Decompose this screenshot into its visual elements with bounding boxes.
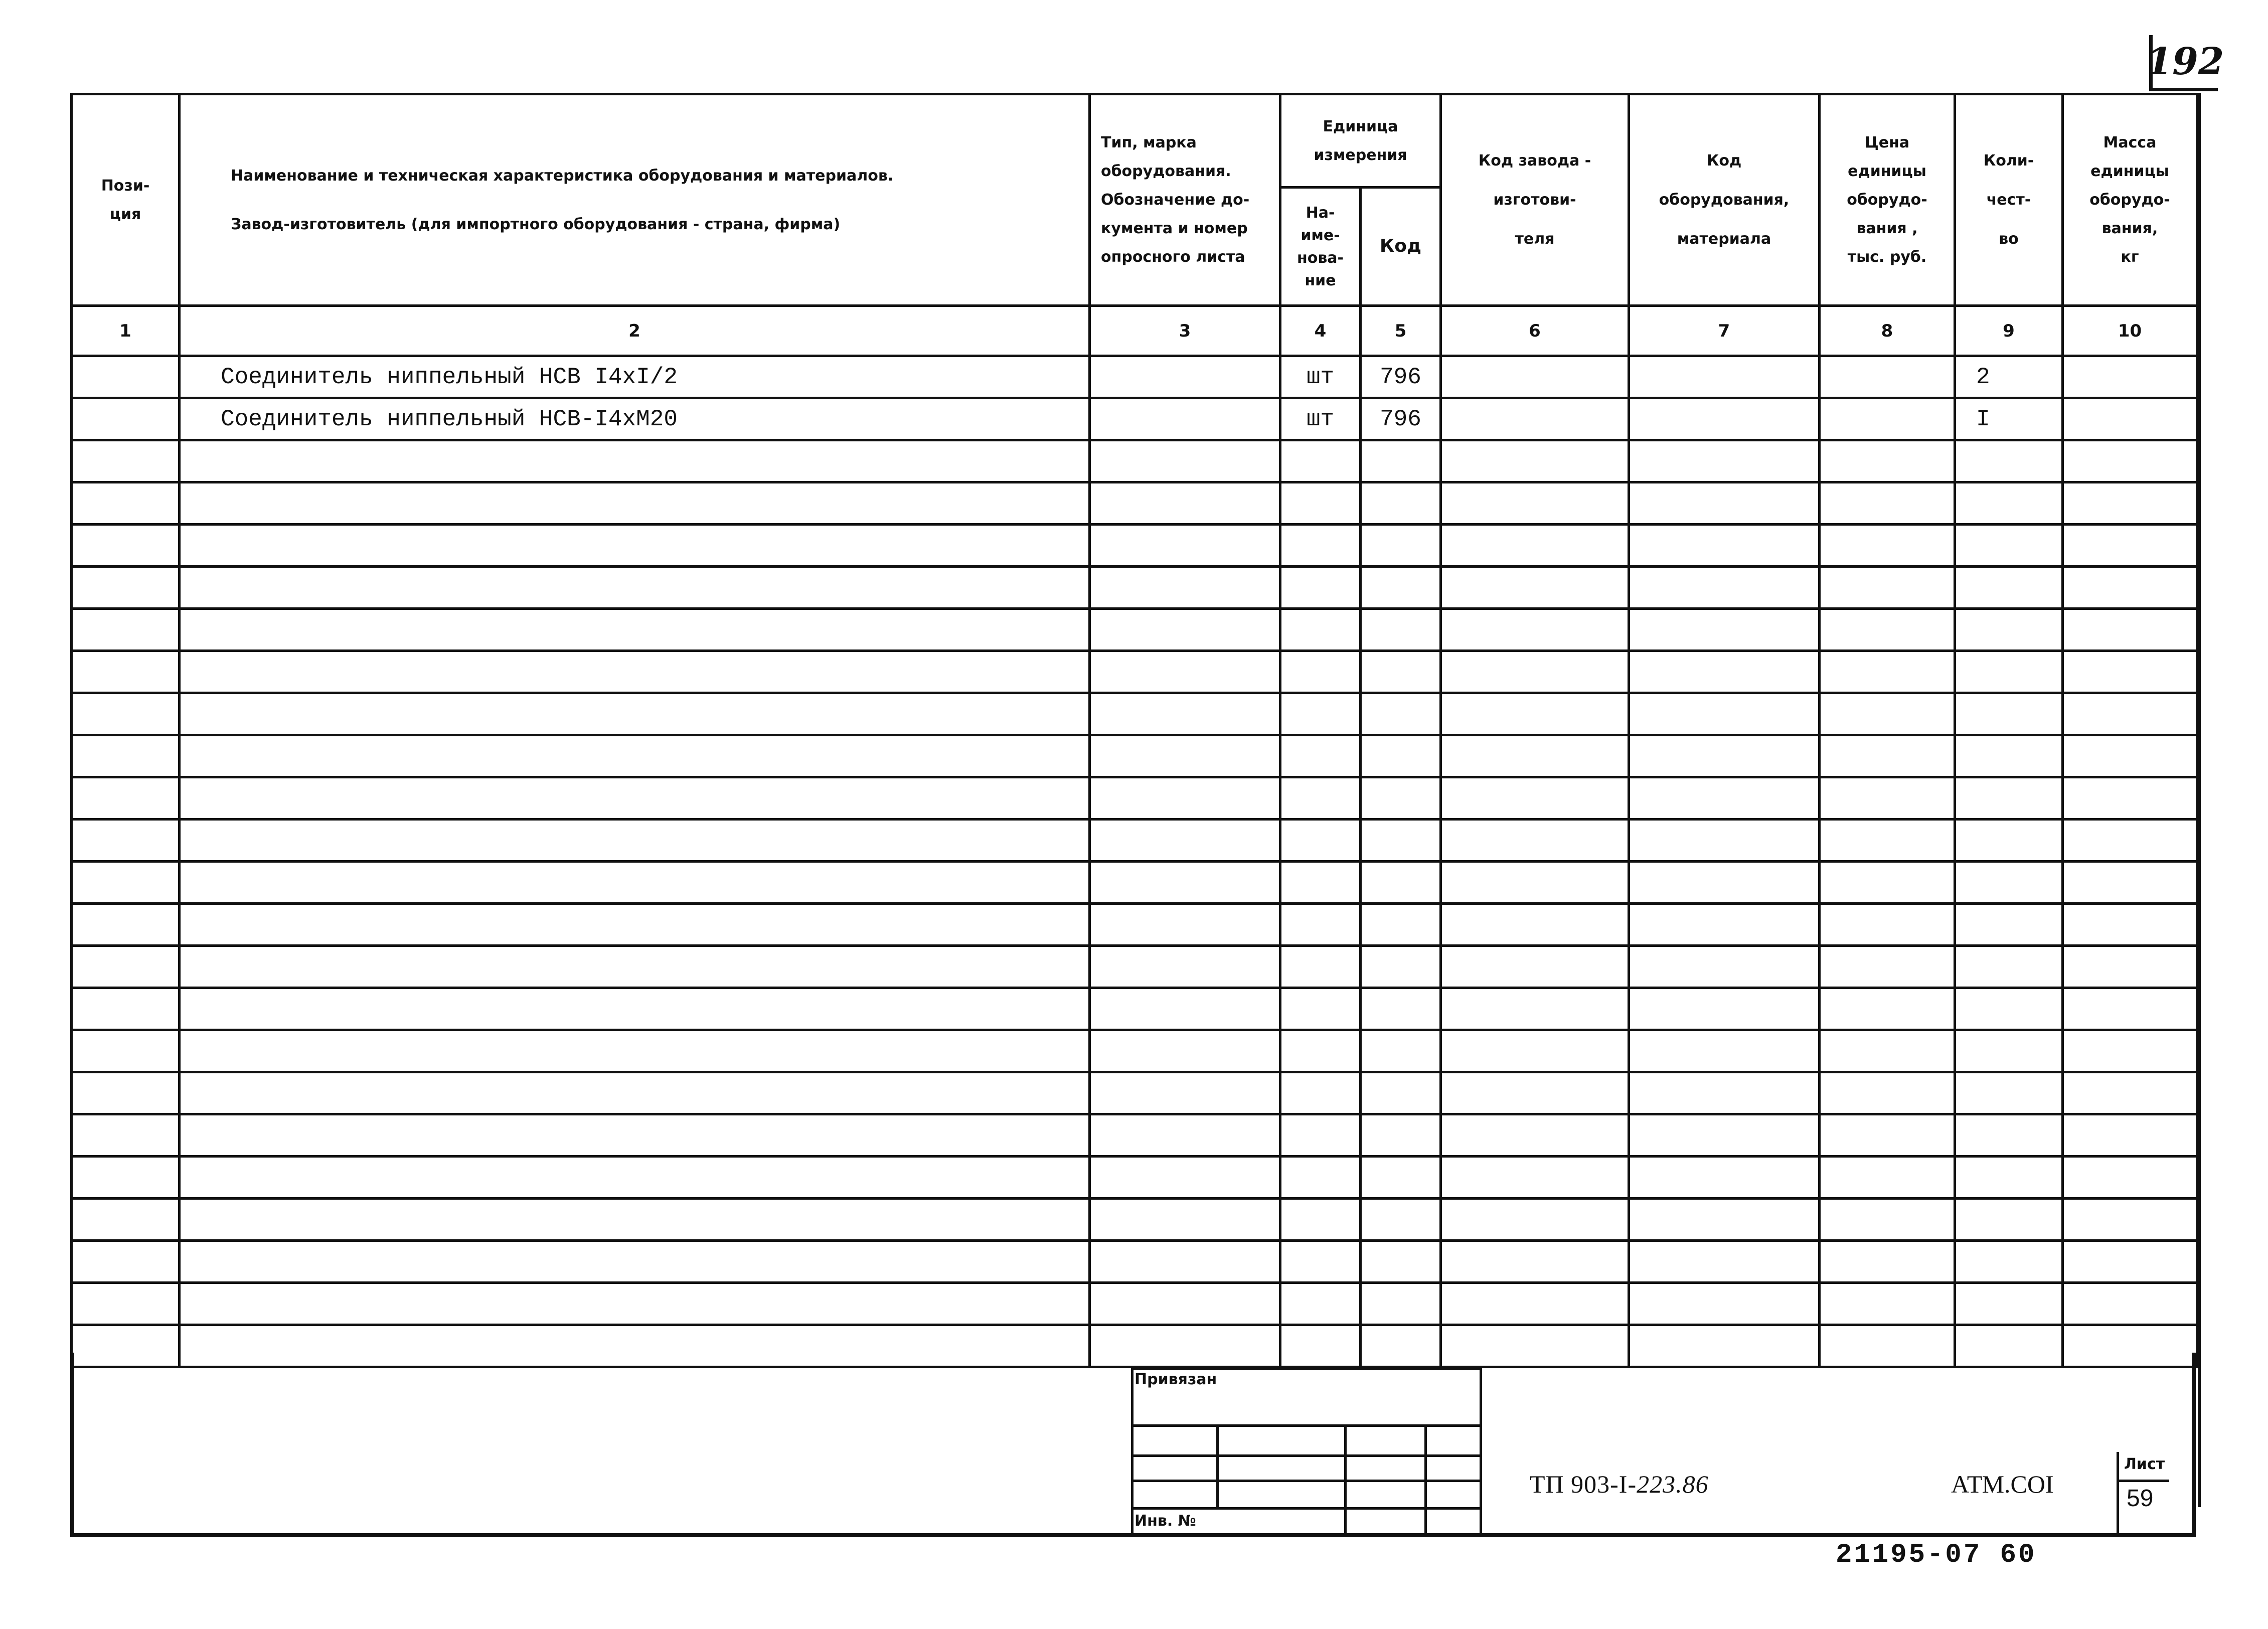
- tie-grid-line: [1131, 1507, 1482, 1510]
- cell-unit-code: [1361, 567, 1441, 609]
- cell-unit: [1280, 735, 1361, 777]
- cell-name: [180, 1283, 1090, 1325]
- cell-unit: шт: [1280, 356, 1361, 398]
- cell-position: [72, 904, 180, 946]
- cell-type: [1090, 735, 1280, 777]
- cell-plant-code: [1441, 567, 1629, 609]
- cell-type: [1090, 777, 1280, 820]
- column-number: 4: [1280, 306, 1361, 356]
- tie-grid-line: [1344, 1424, 1347, 1537]
- cell-unit-code: [1361, 525, 1441, 567]
- document-code: [1530, 1470, 1709, 1499]
- cell-name: [180, 482, 1090, 525]
- cell-unit: [1280, 693, 1361, 735]
- cell-unit: [1280, 525, 1361, 567]
- cell-plant-code: [1441, 1072, 1629, 1114]
- cell-name: [180, 862, 1090, 904]
- cell-unit-code: [1361, 904, 1441, 946]
- cell-position: [72, 946, 180, 988]
- cell-price: [1820, 1157, 1955, 1199]
- cell-plant-code: [1441, 651, 1629, 693]
- cell-plant-code: [1441, 356, 1629, 398]
- cell-unit: [1280, 820, 1361, 862]
- cell-quantity: [1955, 1114, 2063, 1157]
- cell-mass: [2063, 651, 2197, 693]
- header-price: Цена единицы оборудо- вания , тыс. руб.: [1820, 94, 1955, 306]
- cell-position: [72, 777, 180, 820]
- document-code-lead: ТП 903-I-: [1530, 1470, 1637, 1498]
- header-name-line2: Завод-изготовитель (для импортного оборудования - страна, фирма): [231, 215, 841, 233]
- empty-table-row: [72, 651, 2197, 693]
- cell-unit-code: [1361, 946, 1441, 988]
- cell-price: [1820, 735, 1955, 777]
- cell-type: [1090, 1114, 1280, 1157]
- cell-name: [180, 1199, 1090, 1241]
- cell-plant-code: [1441, 525, 1629, 567]
- cell-quantity: I: [1955, 398, 2063, 440]
- cell-unit: [1280, 988, 1361, 1030]
- cell-name: [180, 735, 1090, 777]
- cell-unit-code: [1361, 1114, 1441, 1157]
- cell-name: Соединитель ниппельный НСВ I4xI/2: [180, 356, 1090, 398]
- empty-table-row: [72, 946, 2197, 988]
- cell-position: [72, 567, 180, 609]
- cell-equip-code: [1629, 1030, 1820, 1072]
- cell-unit: [1280, 1072, 1361, 1114]
- cell-mass: [2063, 1030, 2197, 1072]
- cell-plant-code: [1441, 1030, 1629, 1072]
- empty-table-row: [72, 820, 2197, 862]
- empty-table-row: [72, 1199, 2197, 1241]
- header-unit-code: Код: [1361, 188, 1441, 306]
- cell-unit-code: 796: [1361, 356, 1441, 398]
- cell-mass: [2063, 862, 2197, 904]
- cell-mass: [2063, 820, 2197, 862]
- cell-unit: [1280, 1283, 1361, 1325]
- cell-type: [1090, 398, 1280, 440]
- cell-unit: [1280, 862, 1361, 904]
- cell-name: [180, 1030, 1090, 1072]
- cell-price: [1820, 1283, 1955, 1325]
- document-mark: АТМ.COI: [1951, 1470, 2054, 1498]
- tie-grid-line: [1424, 1424, 1427, 1537]
- cell-equip-code: [1629, 988, 1820, 1030]
- cell-plant-code: [1441, 946, 1629, 988]
- cell-position: [72, 525, 180, 567]
- cell-plant-code: [1441, 820, 1629, 862]
- cell-equip-code: [1629, 609, 1820, 651]
- cell-type: [1090, 525, 1280, 567]
- empty-table-row: [72, 1030, 2197, 1072]
- cell-unit-code: [1361, 988, 1441, 1030]
- cell-mass: [2063, 440, 2197, 482]
- cell-position: [72, 988, 180, 1030]
- cell-equip-code: [1629, 1114, 1820, 1157]
- cell-equip-code: [1629, 440, 1820, 482]
- empty-table-row: [72, 567, 2197, 609]
- empty-table-row: [72, 1072, 2197, 1114]
- cell-name: [180, 525, 1090, 567]
- header-name-line1: Наименование и техническая характеристика оборудования и материалов.: [231, 167, 894, 185]
- sheet-number: 59: [2127, 1485, 2154, 1512]
- column-number: 5: [1361, 306, 1441, 356]
- header-unit-name: На- име- нова- ние: [1280, 188, 1361, 306]
- cell-unit-code: [1361, 651, 1441, 693]
- cell-position: [72, 693, 180, 735]
- cell-plant-code: [1441, 1114, 1629, 1157]
- cell-position: [72, 1199, 180, 1241]
- column-number: 6: [1441, 306, 1629, 356]
- cell-price: [1820, 482, 1955, 525]
- cell-unit-code: [1361, 440, 1441, 482]
- column-number: 2: [180, 306, 1090, 356]
- page-number: 192: [2149, 35, 2218, 91]
- cell-mass: [2063, 693, 2197, 735]
- cell-name: [180, 1072, 1090, 1114]
- tie-grid-line: [1216, 1424, 1219, 1507]
- cell-mass: [2063, 735, 2197, 777]
- cell-equip-code: [1629, 398, 1820, 440]
- cell-unit-code: [1361, 1072, 1441, 1114]
- cell-equip-code: [1629, 1199, 1820, 1241]
- cell-price: [1820, 398, 1955, 440]
- cell-equip-code: [1629, 1283, 1820, 1325]
- cell-mass: [2063, 525, 2197, 567]
- cell-mass: [2063, 567, 2197, 609]
- cell-plant-code: [1441, 904, 1629, 946]
- cell-unit: шт: [1280, 398, 1361, 440]
- cell-quantity: [1955, 904, 2063, 946]
- header-quantity: Коли- чест- во: [1955, 94, 2063, 306]
- cell-equip-code: [1629, 567, 1820, 609]
- cell-mass: [2063, 904, 2197, 946]
- cell-price: [1820, 609, 1955, 651]
- cell-quantity: [1955, 1072, 2063, 1114]
- column-number: 7: [1629, 306, 1820, 356]
- cell-position: [72, 862, 180, 904]
- cell-quantity: [1955, 988, 2063, 1030]
- cell-unit-code: [1361, 862, 1441, 904]
- cell-quantity: [1955, 1030, 2063, 1072]
- column-number: 3: [1090, 306, 1280, 356]
- cell-unit: [1280, 1030, 1361, 1072]
- cell-unit: [1280, 1157, 1361, 1199]
- cell-unit-code: [1361, 820, 1441, 862]
- cell-unit: [1280, 904, 1361, 946]
- column-number-row: [72, 306, 2197, 356]
- tie-grid-line: [1131, 1480, 1482, 1482]
- cell-name: [180, 440, 1090, 482]
- cell-type: [1090, 1283, 1280, 1325]
- cell-name: [180, 988, 1090, 1030]
- cell-type: [1090, 482, 1280, 525]
- cell-equip-code: [1629, 525, 1820, 567]
- cell-quantity: [1955, 946, 2063, 988]
- sheet-box-divider: [2117, 1480, 2169, 1482]
- empty-table-row: [72, 777, 2197, 820]
- cell-plant-code: [1441, 693, 1629, 735]
- cell-price: [1820, 820, 1955, 862]
- cell-name: Соединитель ниппельный НСВ-I4xM20: [180, 398, 1090, 440]
- cell-type: [1090, 988, 1280, 1030]
- cell-type: [1090, 904, 1280, 946]
- cell-plant-code: [1441, 609, 1629, 651]
- cell-mass: [2063, 356, 2197, 398]
- cell-plant-code: [1441, 398, 1629, 440]
- cell-price: [1820, 1241, 1955, 1283]
- cell-equip-code: [1629, 693, 1820, 735]
- empty-table-row: [72, 609, 2197, 651]
- cell-type: [1090, 1241, 1280, 1283]
- column-number: 1: [72, 306, 180, 356]
- tie-grid-line: [1131, 1454, 1482, 1457]
- cell-position: [72, 609, 180, 651]
- cell-position: [72, 1030, 180, 1072]
- header-mass: Масса единицы оборудо- вания, кг: [2063, 94, 2197, 306]
- cell-unit-code: [1361, 1283, 1441, 1325]
- cell-unit: [1280, 482, 1361, 525]
- empty-table-row: [72, 862, 2197, 904]
- cell-type: [1090, 1030, 1280, 1072]
- cell-type: [1090, 440, 1280, 482]
- cell-equip-code: [1629, 820, 1820, 862]
- cell-mass: [2063, 1241, 2197, 1283]
- cell-position: [72, 1072, 180, 1114]
- table-row: [72, 398, 2197, 440]
- cell-plant-code: [1441, 988, 1629, 1030]
- cell-unit: [1280, 567, 1361, 609]
- cell-price: [1820, 777, 1955, 820]
- cell-price: [1820, 1030, 1955, 1072]
- cell-position: [72, 356, 180, 398]
- cell-mass: [2063, 1199, 2197, 1241]
- cell-name: [180, 1241, 1090, 1283]
- cell-mass: [2063, 609, 2197, 651]
- cell-plant-code: [1441, 1199, 1629, 1241]
- cell-plant-code: [1441, 1283, 1629, 1325]
- cell-unit-code: [1361, 1241, 1441, 1283]
- empty-table-row: [72, 988, 2197, 1030]
- cell-type: [1090, 693, 1280, 735]
- cell-plant-code: [1441, 735, 1629, 777]
- cell-type: [1090, 946, 1280, 988]
- tie-grid-line: [1131, 1424, 1482, 1427]
- cell-price: [1820, 1114, 1955, 1157]
- cell-type: [1090, 356, 1280, 398]
- cell-name: [180, 693, 1090, 735]
- cell-price: [1820, 567, 1955, 609]
- cell-equip-code: [1629, 904, 1820, 946]
- cell-position: [72, 1157, 180, 1199]
- cell-price: [1820, 651, 1955, 693]
- cell-mass: [2063, 398, 2197, 440]
- table-row: [72, 356, 2197, 398]
- cell-price: [1820, 862, 1955, 904]
- header-type: Тип, марка оборудования. Обозначение до- кумента и номер опросного листа: [1090, 94, 1280, 306]
- cell-equip-code: [1629, 651, 1820, 693]
- cell-equip-code: [1629, 777, 1820, 820]
- cell-position: [72, 820, 180, 862]
- cell-mass: [2063, 1157, 2197, 1199]
- cell-type: [1090, 1157, 1280, 1199]
- cell-type: [1090, 651, 1280, 693]
- cell-equip-code: [1629, 946, 1820, 988]
- cell-quantity: [1955, 609, 2063, 651]
- cell-unit-code: [1361, 1199, 1441, 1241]
- cell-price: [1820, 525, 1955, 567]
- specification-table: [70, 93, 2198, 1368]
- archive-number: 21195-07 60: [1836, 1540, 2037, 1570]
- empty-table-row: [72, 525, 2197, 567]
- empty-rows: [72, 440, 2197, 1367]
- cell-plant-code: [1441, 777, 1629, 820]
- cell-position: [72, 1114, 180, 1157]
- cell-quantity: [1955, 651, 2063, 693]
- cell-price: [1820, 1199, 1955, 1241]
- cell-quantity: [1955, 693, 2063, 735]
- inventory-label: Инв. №: [1135, 1512, 1196, 1530]
- cell-quantity: [1955, 820, 2063, 862]
- cell-mass: [2063, 988, 2197, 1030]
- cell-name: [180, 904, 1090, 946]
- cell-position: [72, 440, 180, 482]
- cell-position: [72, 735, 180, 777]
- cell-type: [1090, 862, 1280, 904]
- cell-name: [180, 609, 1090, 651]
- cell-quantity: [1955, 862, 2063, 904]
- cell-name: [180, 1114, 1090, 1157]
- empty-table-row: [72, 1157, 2197, 1199]
- cell-price: [1820, 693, 1955, 735]
- header-unit-group: Единица измерения: [1280, 94, 1441, 188]
- empty-table-row: [72, 1283, 2197, 1325]
- cell-price: [1820, 356, 1955, 398]
- cell-name: [180, 1157, 1090, 1199]
- cell-unit-code: [1361, 777, 1441, 820]
- cell-quantity: [1955, 1199, 2063, 1241]
- column-number: 8: [1820, 306, 1955, 356]
- cell-name: [180, 651, 1090, 693]
- cell-position: [72, 482, 180, 525]
- cell-quantity: [1955, 567, 2063, 609]
- cell-plant-code: [1441, 1157, 1629, 1199]
- cell-unit-code: [1361, 1157, 1441, 1199]
- cell-unit: [1280, 946, 1361, 988]
- cell-unit: [1280, 651, 1361, 693]
- empty-table-row: [72, 1241, 2197, 1283]
- empty-table-row: [72, 1114, 2197, 1157]
- cell-equip-code: [1629, 1241, 1820, 1283]
- tied-label: Привязан: [1135, 1371, 1217, 1388]
- cell-equip-code: [1629, 482, 1820, 525]
- cell-plant-code: [1441, 482, 1629, 525]
- cell-quantity: [1955, 1283, 2063, 1325]
- cell-price: [1820, 946, 1955, 988]
- cell-plant-code: [1441, 862, 1629, 904]
- cell-mass: [2063, 777, 2197, 820]
- cell-unit-code: [1361, 693, 1441, 735]
- cell-position: [72, 1241, 180, 1283]
- cell-price: [1820, 904, 1955, 946]
- cell-position: [72, 1283, 180, 1325]
- empty-table-row: [72, 440, 2197, 482]
- cell-equip-code: [1629, 1072, 1820, 1114]
- cell-unit: [1280, 777, 1361, 820]
- cell-mass: [2063, 1072, 2197, 1114]
- cell-quantity: [1955, 440, 2063, 482]
- cell-type: [1090, 1072, 1280, 1114]
- column-number: 9: [1955, 306, 2063, 356]
- document-code-tail: 223.86: [1637, 1470, 1709, 1498]
- cell-unit: [1280, 1199, 1361, 1241]
- cell-mass: [2063, 1283, 2197, 1325]
- cell-name: [180, 777, 1090, 820]
- cell-quantity: [1955, 777, 2063, 820]
- cell-quantity: [1955, 1241, 2063, 1283]
- column-number: 10: [2063, 306, 2197, 356]
- header-name: [180, 94, 1090, 306]
- empty-table-row: [72, 735, 2197, 777]
- cell-equip-code: [1629, 735, 1820, 777]
- cell-position: [72, 398, 180, 440]
- sheet-label: Лист: [2124, 1455, 2165, 1473]
- header-position: Пози- ция: [72, 94, 180, 306]
- cell-name: [180, 820, 1090, 862]
- cell-price: [1820, 1072, 1955, 1114]
- cell-quantity: [1955, 525, 2063, 567]
- cell-unit: [1280, 440, 1361, 482]
- cell-equip-code: [1629, 356, 1820, 398]
- header-row: [72, 94, 2197, 188]
- cell-mass: [2063, 482, 2197, 525]
- cell-type: [1090, 609, 1280, 651]
- cell-equip-code: [1629, 1157, 1820, 1199]
- cell-unit: [1280, 1241, 1361, 1283]
- cell-type: [1090, 820, 1280, 862]
- header-equip-code: Код оборудования, материала: [1629, 94, 1820, 306]
- cell-unit-code: [1361, 609, 1441, 651]
- cell-mass: [2063, 1114, 2197, 1157]
- cell-plant-code: [1441, 1241, 1629, 1283]
- cell-quantity: [1955, 482, 2063, 525]
- cell-plant-code: [1441, 440, 1629, 482]
- cell-unit-code: 796: [1361, 398, 1441, 440]
- cell-price: [1820, 988, 1955, 1030]
- cell-equip-code: [1629, 862, 1820, 904]
- header-plant-code: Код завода - изготови- теля: [1441, 94, 1629, 306]
- cell-position: [72, 651, 180, 693]
- cell-unit-code: [1361, 482, 1441, 525]
- cell-type: [1090, 567, 1280, 609]
- empty-table-row: [72, 904, 2197, 946]
- cell-quantity: 2: [1955, 356, 2063, 398]
- cell-unit: [1280, 1114, 1361, 1157]
- cell-price: [1820, 440, 1955, 482]
- cell-quantity: [1955, 735, 2063, 777]
- cell-unit-code: [1361, 735, 1441, 777]
- cell-name: [180, 946, 1090, 988]
- cell-type: [1090, 1199, 1280, 1241]
- cell-name: [180, 567, 1090, 609]
- empty-table-row: [72, 693, 2197, 735]
- cell-unit: [1280, 609, 1361, 651]
- cell-mass: [2063, 946, 2197, 988]
- cell-quantity: [1955, 1157, 2063, 1199]
- cell-unit-code: [1361, 1030, 1441, 1072]
- empty-table-row: [72, 482, 2197, 525]
